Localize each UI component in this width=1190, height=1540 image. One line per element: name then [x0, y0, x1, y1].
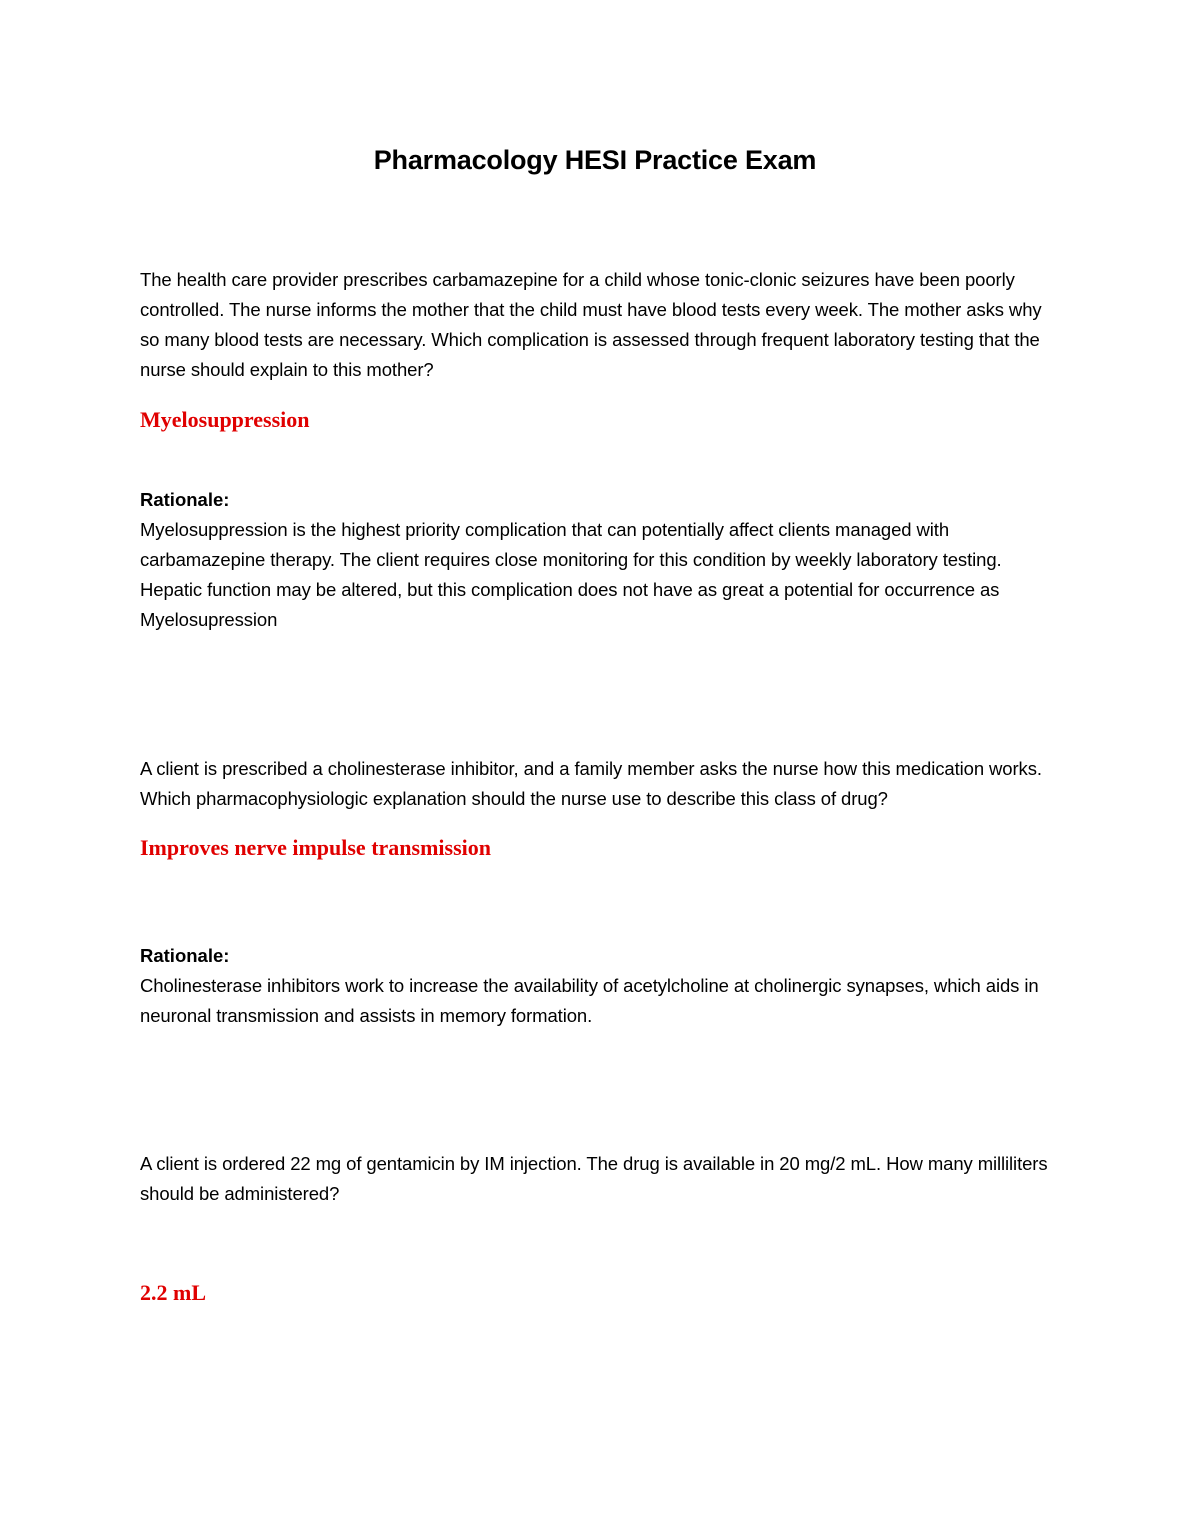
- question-1-rationale: Myelosuppression is the highest priority complication that can potentially affect clients managed with carbamazepine therapy. The client requires close monitoring for this condition by weekly laboratory testing. Hepatic function may be altered, but this complication does not have as great a potential for occurrence as Myelosupression: [140, 519, 1002, 630]
- question-2-text: A client is prescribed a cholinesterase inhibitor, and a family member asks the nurse how this medication works. Which pharmacophysiologic explanation should the nurse use to describe this class of drug?: [140, 758, 1042, 809]
- page-title: Pharmacology HESI Practice Exam: [373, 145, 817, 175]
- question-2-rationale-label: Rationale:: [140, 945, 230, 966]
- question-1-answer: Myelosuppression: [140, 407, 310, 432]
- question-3-text: A client is ordered 22 mg of gentamicin by IM injection. The drug is available in 20 mg/2 mL. How many milliliters should be administered?: [140, 1153, 1048, 1204]
- question-2-answer: Improves nerve impulse transmission: [140, 835, 491, 860]
- question-3-answer: 2.2 mL: [140, 1280, 206, 1305]
- question-1-rationale-label: Rationale:: [140, 489, 230, 510]
- question-1-text: The health care provider prescribes carbamazepine for a child whose tonic-clonic seizures have been poorly controlled. The nurse informs the mother that the child must have blood tests every week. The mother asks why so many blood tests are necessary. Which complication is assessed through frequent laboratory testing that the nurse should explain to this mother?: [140, 269, 1042, 380]
- question-2-rationale: Cholinesterase inhibitors work to increase the availability of acetylcholine at cholinergic synapses, which aids in neuronal transmission and assists in memory formation.: [140, 975, 1039, 1026]
